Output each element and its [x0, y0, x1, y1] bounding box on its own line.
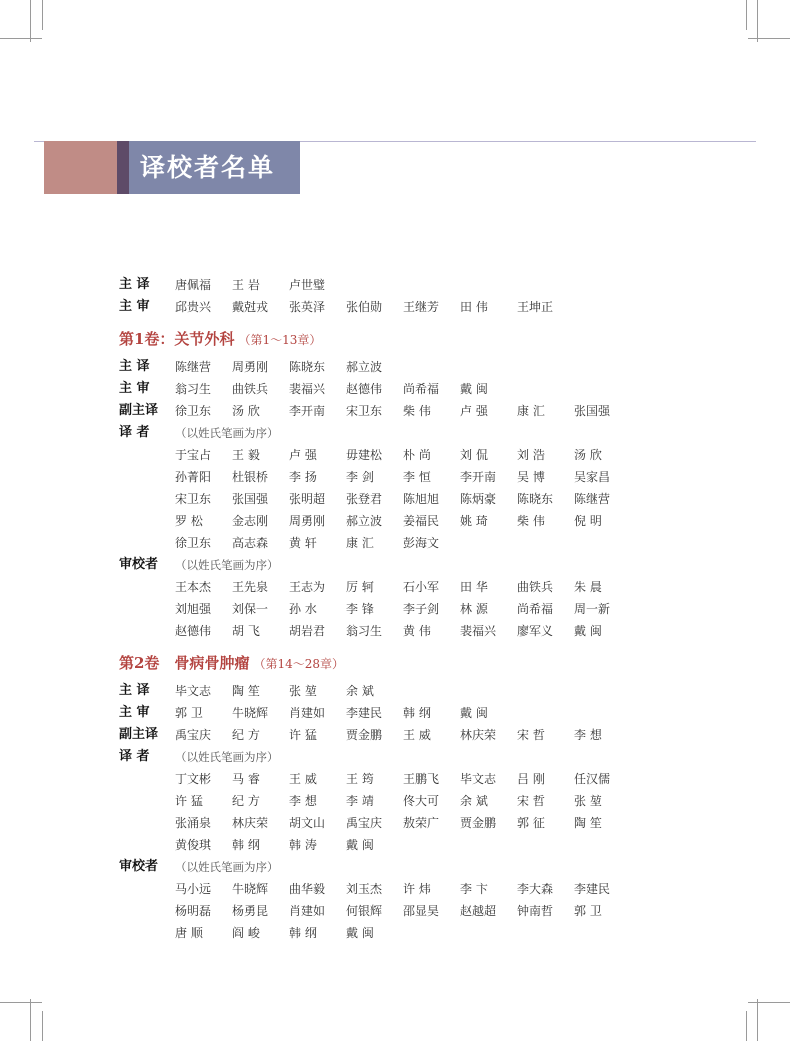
person-name: 高志森	[232, 536, 269, 550]
person-name: 胡文山	[289, 816, 326, 830]
person-name: 贾金鹏	[460, 816, 497, 830]
person-name: 丁文彬	[175, 772, 212, 786]
name-list	[175, 702, 517, 724]
name-list	[175, 378, 517, 400]
person-name: 金志刚	[232, 514, 269, 528]
translator-list	[119, 274, 639, 944]
person-name: 陈晓东	[289, 360, 326, 374]
person-name: 曲铁兵	[232, 382, 269, 396]
person-name: 翁习生	[175, 382, 212, 396]
person-name: 赵德伟	[175, 624, 212, 638]
sort-note: （以姓氏笔画为序）	[175, 426, 279, 440]
volume-heading	[119, 652, 639, 674]
person-name: 贾金鹏	[346, 728, 383, 742]
person-name: 周一新	[574, 602, 611, 616]
person-name: 余 斌	[460, 794, 488, 808]
person-name: 毕文志	[460, 772, 497, 786]
person-name: 张明超	[289, 492, 326, 506]
person-name: 韩 纲	[403, 706, 431, 720]
person-name: 罗 松	[175, 514, 203, 528]
volume-title: 第1卷：关节外科	[119, 330, 235, 348]
person-name: 宋卫东	[175, 492, 212, 506]
person-name: 曲铁兵	[517, 580, 554, 594]
person-name: 王 筠	[346, 772, 374, 786]
crop-mark-bottom-left-v2	[42, 1011, 43, 1041]
name-row	[119, 274, 639, 296]
person-name: 王 毅	[232, 448, 260, 462]
person-name: 姚 琦	[460, 514, 488, 528]
person-name: 吴 博	[517, 470, 545, 484]
person-name: 张 堃	[289, 684, 317, 698]
person-name: 毋建松	[346, 448, 383, 462]
person-name: 王 岩	[232, 278, 260, 292]
person-name: 陈旭旭	[403, 492, 440, 506]
name-row	[119, 598, 639, 620]
role-label: 审校者	[119, 557, 159, 572]
person-name: 张 堃	[574, 794, 602, 808]
person-name: 康 汇	[346, 536, 374, 550]
name-list	[175, 488, 631, 510]
role-label: 主 译	[119, 277, 150, 292]
person-name: 郝立波	[346, 360, 383, 374]
person-name: 曲华毅	[289, 882, 326, 896]
person-name: 李 想	[574, 728, 602, 742]
person-name: 郭 卫	[175, 706, 203, 720]
person-name: 裴福兴	[289, 382, 326, 396]
person-name: 陶 笙	[574, 816, 602, 830]
person-name: 廖军义	[517, 624, 554, 638]
person-name: 胡岩君	[289, 624, 326, 638]
person-name: 李 靖	[346, 794, 374, 808]
person-name: 马小远	[175, 882, 212, 896]
name-list	[175, 834, 403, 856]
person-name: 李 锋	[346, 602, 374, 616]
name-list	[175, 576, 631, 598]
name-row	[119, 724, 639, 746]
sort-note: （以姓氏笔画为序）	[175, 750, 279, 764]
person-name: 牛晓辉	[232, 706, 269, 720]
role-label: 主 译	[119, 359, 150, 374]
person-name: 许 猛	[289, 728, 317, 742]
person-name: 倪 明	[574, 514, 602, 528]
person-name: 宋 哲	[517, 728, 545, 742]
person-name: 赵越超	[460, 904, 497, 918]
person-name: 肖建如	[289, 904, 326, 918]
person-name: 徐卫东	[175, 404, 212, 418]
person-name: 黄俊琪	[175, 838, 212, 852]
person-name: 戴尅戎	[232, 300, 269, 314]
person-name: 吕 刚	[517, 772, 545, 786]
role-label: 主 审	[119, 705, 150, 720]
person-name: 刘 侃	[460, 448, 488, 462]
title-bar-accent	[44, 141, 117, 194]
person-name: 田 华	[460, 580, 488, 594]
person-name: 林庆荣	[460, 728, 497, 742]
name-list	[175, 724, 631, 746]
person-name: 刘 浩	[517, 448, 545, 462]
name-row	[119, 576, 639, 598]
name-row	[119, 296, 639, 318]
person-name: 姜福民	[403, 514, 440, 528]
person-name: 汤 欣	[574, 448, 602, 462]
person-name: 唐 顺	[175, 926, 203, 940]
person-name: 裴福兴	[460, 624, 497, 638]
name-list	[175, 274, 346, 296]
name-row	[119, 768, 639, 790]
person-name: 石小军	[403, 580, 440, 594]
person-name: 王继芳	[403, 300, 440, 314]
sort-note: （以姓氏笔画为序）	[175, 558, 279, 572]
person-name: 戴 闽	[346, 926, 374, 940]
person-name: 戴 闽	[460, 706, 488, 720]
person-name: 卢 强	[460, 404, 488, 418]
person-name: 牛晓辉	[232, 882, 269, 896]
person-name: 林庆荣	[232, 816, 269, 830]
person-name: 王坤正	[517, 300, 554, 314]
person-name: 王鹏飞	[403, 772, 440, 786]
person-name: 邵显昊	[403, 904, 440, 918]
person-name: 禹宝庆	[346, 816, 383, 830]
role-label: 主 译	[119, 683, 150, 698]
person-name: 孙 水	[289, 602, 317, 616]
role-row	[119, 422, 639, 444]
person-name: 陈晓东	[517, 492, 554, 506]
name-row	[119, 680, 639, 702]
person-name: 刘玉杰	[346, 882, 383, 896]
name-list	[175, 812, 631, 834]
role-label: 副主译	[119, 403, 159, 418]
person-name: 柴 伟	[517, 514, 545, 528]
person-name: 田 伟	[460, 300, 488, 314]
crop-mark-top-right-v2	[746, 0, 747, 30]
role-label: 审校者	[119, 859, 159, 874]
person-name: 陶 笙	[232, 684, 260, 698]
person-name: 杜银桥	[232, 470, 269, 484]
name-list	[175, 532, 460, 554]
role-label: 副主译	[119, 727, 159, 742]
crop-mark-top-right-h	[748, 38, 790, 39]
crop-mark-bottom-right-v	[757, 999, 758, 1041]
sort-note: （以姓氏笔画为序）	[175, 860, 279, 874]
role-row	[119, 856, 639, 878]
chapter-range: （第1～13章）	[238, 333, 322, 347]
name-row	[119, 900, 639, 922]
person-name: 毕文志	[175, 684, 212, 698]
name-row	[119, 620, 639, 642]
person-name: 王本杰	[175, 580, 212, 594]
role-label: 主 审	[119, 299, 150, 314]
person-name: 李 剑	[346, 470, 374, 484]
name-list	[175, 680, 403, 702]
person-name: 郭 卫	[574, 904, 602, 918]
person-name: 卢 强	[289, 448, 317, 462]
person-name: 许 猛	[175, 794, 203, 808]
name-row	[119, 878, 639, 900]
person-name: 李 扬	[289, 470, 317, 484]
person-name: 韩 纲	[232, 838, 260, 852]
person-name: 彭海文	[403, 536, 440, 550]
person-name: 王先泉	[232, 580, 269, 594]
name-list	[175, 922, 403, 944]
crop-mark-top-right-v	[757, 0, 758, 42]
person-name: 王 威	[403, 728, 431, 742]
person-name: 赵德伟	[346, 382, 383, 396]
person-name: 张登君	[346, 492, 383, 506]
person-name: 李建民	[346, 706, 383, 720]
volume-heading	[119, 328, 639, 350]
person-name: 陈继营	[574, 492, 611, 506]
crop-mark-top-left-h	[0, 38, 42, 39]
person-name: 唐佩福	[175, 278, 212, 292]
name-row	[119, 812, 639, 834]
person-name: 王志为	[289, 580, 326, 594]
name-list	[175, 466, 631, 488]
person-name: 李开南	[289, 404, 326, 418]
person-name: 王 威	[289, 772, 317, 786]
person-name: 邱贵兴	[175, 300, 212, 314]
person-name: 康 汇	[517, 404, 545, 418]
person-name: 李开南	[460, 470, 497, 484]
crop-mark-top-left-v	[30, 0, 31, 42]
page-title: 译校者名单	[140, 153, 276, 182]
person-name: 李 恒	[403, 470, 431, 484]
name-list	[175, 598, 631, 620]
name-row	[119, 488, 639, 510]
name-list	[175, 620, 631, 642]
name-row	[119, 532, 639, 554]
person-name: 钟南哲	[517, 904, 554, 918]
name-list	[175, 878, 631, 900]
person-name: 周勇刚	[232, 360, 269, 374]
crop-mark-bottom-right-h	[748, 1002, 790, 1003]
person-name: 黄 伟	[403, 624, 431, 638]
person-name: 翁习生	[346, 624, 383, 638]
person-name: 胡 飞	[232, 624, 260, 638]
name-row	[119, 510, 639, 532]
person-name: 张伯勋	[346, 300, 383, 314]
person-name: 郝立波	[346, 514, 383, 528]
name-row	[119, 444, 639, 466]
person-name: 李子剑	[403, 602, 440, 616]
crop-mark-bottom-left-v	[30, 999, 31, 1041]
person-name: 周勇刚	[289, 514, 326, 528]
person-name: 朴 尚	[403, 448, 431, 462]
name-row	[119, 356, 639, 378]
person-name: 李建民	[574, 882, 611, 896]
person-name: 李 卞	[460, 882, 488, 896]
name-list	[175, 296, 574, 318]
person-name: 马 睿	[232, 772, 260, 786]
person-name: 吴家昌	[574, 470, 611, 484]
crop-mark-bottom-right-v2	[746, 1011, 747, 1041]
person-name: 佟大可	[403, 794, 440, 808]
person-name: 宋 哲	[517, 794, 545, 808]
name-row	[119, 400, 639, 422]
person-name: 敖荣广	[403, 816, 440, 830]
person-name: 刘旭强	[175, 602, 212, 616]
name-list	[175, 400, 631, 422]
role-label: 译 者	[119, 425, 150, 440]
person-name: 韩 涛	[289, 838, 317, 852]
person-name: 张国强	[574, 404, 611, 418]
volume-title: 第2卷 骨病骨肿瘤	[119, 654, 250, 672]
person-name: 纪 方	[232, 794, 260, 808]
name-list	[175, 444, 631, 466]
person-name: 纪 方	[232, 728, 260, 742]
person-name: 卢世璧	[289, 278, 326, 292]
person-name: 阎 峻	[232, 926, 260, 940]
person-name: 陈炳豪	[460, 492, 497, 506]
crop-mark-bottom-left-h	[0, 1002, 42, 1003]
person-name: 黄 轩	[289, 536, 317, 550]
name-row	[119, 702, 639, 724]
role-label: 译 者	[119, 749, 150, 764]
person-name: 许 炜	[403, 882, 431, 896]
crop-mark-top-left-v2	[42, 0, 43, 30]
name-row	[119, 922, 639, 944]
person-name: 杨明磊	[175, 904, 212, 918]
role-row	[119, 746, 639, 768]
name-row	[119, 466, 639, 488]
person-name: 朱 晨	[574, 580, 602, 594]
person-name: 郭 征	[517, 816, 545, 830]
person-name: 张涌泉	[175, 816, 212, 830]
name-list	[175, 790, 631, 812]
person-name: 戴 闽	[346, 838, 374, 852]
person-name: 戴 闽	[460, 382, 488, 396]
person-name: 戴 闽	[574, 624, 602, 638]
person-name: 尚希福	[403, 382, 440, 396]
name-list	[175, 356, 403, 378]
name-row	[119, 790, 639, 812]
title-bar-divider	[117, 141, 129, 194]
chapter-range: （第14～28章）	[253, 657, 344, 671]
person-name: 厉 轲	[346, 580, 374, 594]
role-label: 主 审	[119, 381, 150, 396]
name-row	[119, 834, 639, 856]
name-list	[175, 900, 631, 922]
person-name: 李 想	[289, 794, 317, 808]
person-name: 余 斌	[346, 684, 374, 698]
person-name: 汤 欣	[232, 404, 260, 418]
person-name: 柴 伟	[403, 404, 431, 418]
person-name: 张英泽	[289, 300, 326, 314]
person-name: 尚希福	[517, 602, 554, 616]
name-list	[175, 510, 631, 532]
person-name: 刘保一	[232, 602, 269, 616]
person-name: 韩 纲	[289, 926, 317, 940]
person-name: 杨勇昆	[232, 904, 269, 918]
person-name: 林 源	[460, 602, 488, 616]
name-row	[119, 378, 639, 400]
role-row	[119, 554, 639, 576]
person-name: 禹宝庆	[175, 728, 212, 742]
person-name: 孙菁阳	[175, 470, 212, 484]
name-list	[175, 768, 631, 790]
person-name: 李大森	[517, 882, 554, 896]
person-name: 张国强	[232, 492, 269, 506]
person-name: 何银辉	[346, 904, 383, 918]
person-name: 陈继营	[175, 360, 212, 374]
person-name: 肖建如	[289, 706, 326, 720]
person-name: 于宝占	[175, 448, 212, 462]
person-name: 徐卫东	[175, 536, 212, 550]
person-name: 任汉儒	[574, 772, 611, 786]
person-name: 宋卫东	[346, 404, 383, 418]
